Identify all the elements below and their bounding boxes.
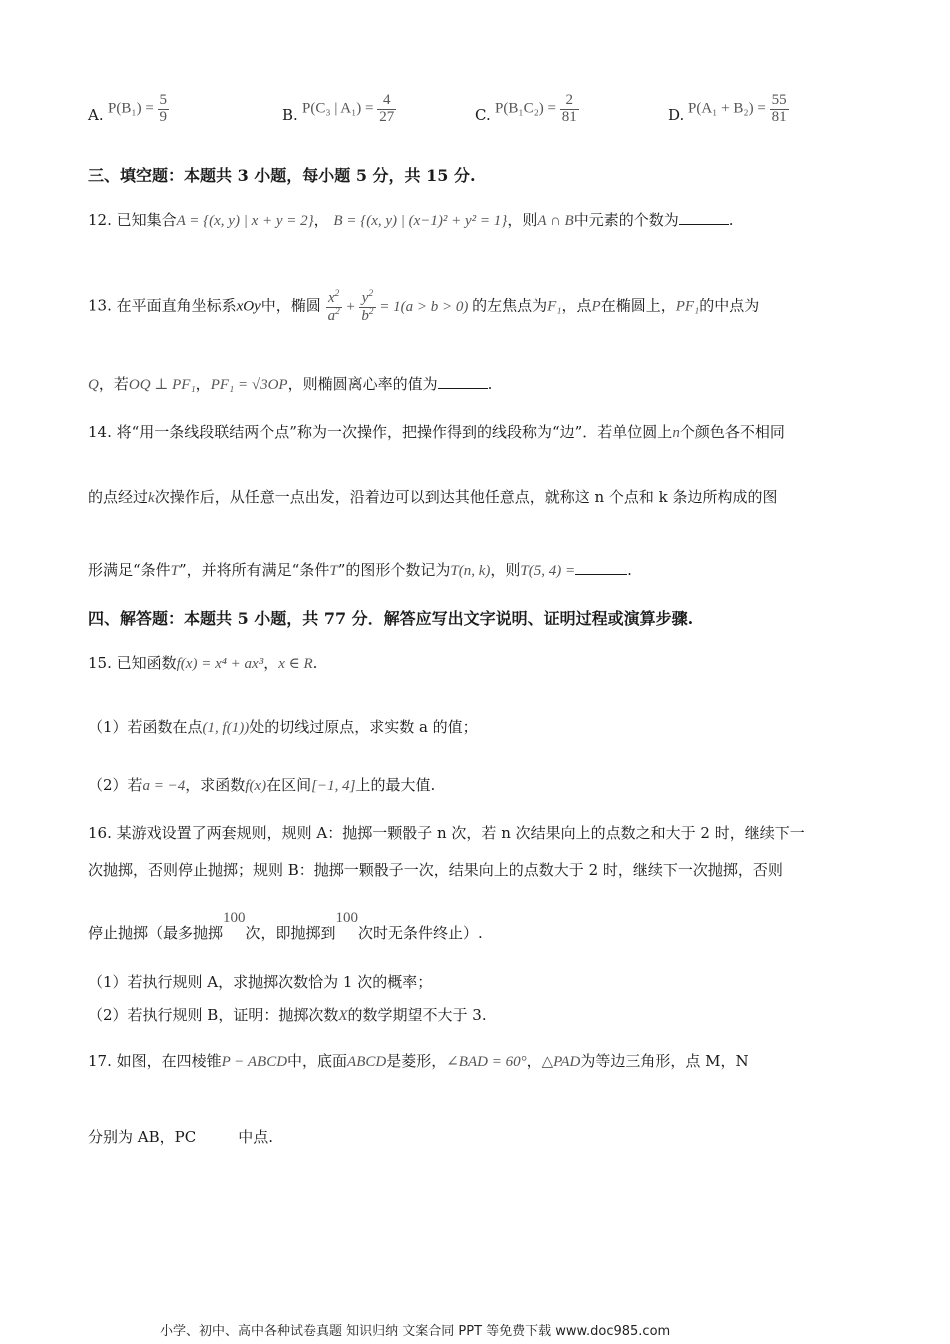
option-c-formula: P(B₁C₂) = $\frac{2}{81}$ bbox=[495, 92, 577, 125]
answer-blank-12 bbox=[679, 224, 729, 225]
answer-blank-14 bbox=[575, 574, 627, 575]
ellipse-equation: $\frac{x^2}{a^2}$ + $\frac{y^2}{b^2}$ = 1(a > b > 0) bbox=[327, 289, 469, 324]
question-14-line-3: 形满足“条件T”，并将所有满足“条件T”的图形个数记为T(n, k)，则T(5, 4) = . bbox=[88, 561, 632, 579]
question-17-line-1: 17. 如图，在四棱锥P − ABCD中，底面ABCD是菱形，∠BAD = 60°，△PAD为等边三角形，点 M，N bbox=[88, 1052, 749, 1070]
question-16-part-1: （1）若执行规则 A，求抛掷次数恰为 1 次的概率； bbox=[88, 973, 433, 991]
question-15: 15. 已知函数f(x) = x⁴ + ax³，x ∈ R. bbox=[88, 654, 318, 672]
answer-blank-13 bbox=[438, 388, 488, 389]
option-a-formula: P(B₁) = $\frac{5}{9}$ bbox=[108, 92, 168, 125]
section-3-heading: 三、填空题：本题共 3 小题，每小题 5 分，共 15 分. bbox=[88, 166, 476, 185]
option-c-label: C. bbox=[475, 106, 491, 124]
question-15-part-2: （2）若a = −4，求函数f(x)在区间[−1, 4]上的最大值. bbox=[88, 776, 436, 794]
question-12: 12. 已知集合A = {(x, y) | x + y = 2}， B = {(x, y) | (x−1)² + y² = 1}，则A ∩ B中元素的个数为 . bbox=[88, 211, 734, 229]
option-d-formula: P(A₁ + B₂) = $\frac{55}{81}$ bbox=[688, 92, 787, 125]
question-16-line-3: 停止抛掷（最多抛掷100次，即抛掷到100次时无条件终止）. bbox=[88, 910, 483, 942]
section-4-heading: 四、解答题：本题共 5 小题，共 77 分．解答应写出文字说明、证明过程或演算步骤. bbox=[88, 609, 694, 628]
question-17-line-2: 分别为 AB，PC 中点. bbox=[88, 1128, 273, 1146]
question-14-line-2: 的点经过k次操作后，从任意一点出发，沿着边可以到达其他任意点，就称这 n 个点和 k 条边所构成的图 bbox=[88, 488, 778, 506]
question-16-line-1: 16. 某游戏设置了两套规则，规则 A：抛掷一颗骰子 n 次，若 n 次结果向上的点数之和大于 2 时，继续下一 bbox=[88, 824, 805, 842]
question-16-line-2: 次抛掷，否则停止抛掷；规则 B：抛掷一颗骰子一次，结果向上的点数大于 2 时，继续下一次抛掷，否则 bbox=[88, 861, 783, 879]
question-13-line-2: Q，若OQ ⊥ PF₁，PF₁ = √3OP，则椭圆离心率的值为 . bbox=[88, 375, 493, 393]
question-16-part-2: （2）若执行规则 B，证明：抛掷次数X的数学期望不大于 3. bbox=[88, 1006, 487, 1024]
question-13-line-1: 13. 在平面直角坐标系xOy中，椭圆 $\frac{x^2}{a^2}$ + $\frac{y^2}{b^2}$ = 1(a > b > 0) 的左焦点为F₁，点P在椭圆上，PF₁的中点为 bbox=[88, 289, 760, 324]
option-b-label: B. bbox=[282, 106, 298, 124]
option-a-label: A. bbox=[88, 106, 104, 124]
option-b-formula: P(C₃ | A₁) = $\frac{4}{27}$ bbox=[302, 92, 395, 125]
footer-text: 小学、初中、高中各种试卷真题 知识归纳 文案合同 PPT 等免费下载 www.doc985.com bbox=[160, 1324, 671, 1339]
question-14-line-1: 14. 将“用一条线段联结两个点”称为一次操作，把操作得到的线段称为“边”．若单位圆上n个颜色各不相同 bbox=[88, 423, 785, 441]
question-15-part-1: （1）若函数在点(1, f(1))处的切线过原点，求实数 a 的值； bbox=[88, 718, 478, 736]
option-d-label: D. bbox=[668, 106, 685, 124]
